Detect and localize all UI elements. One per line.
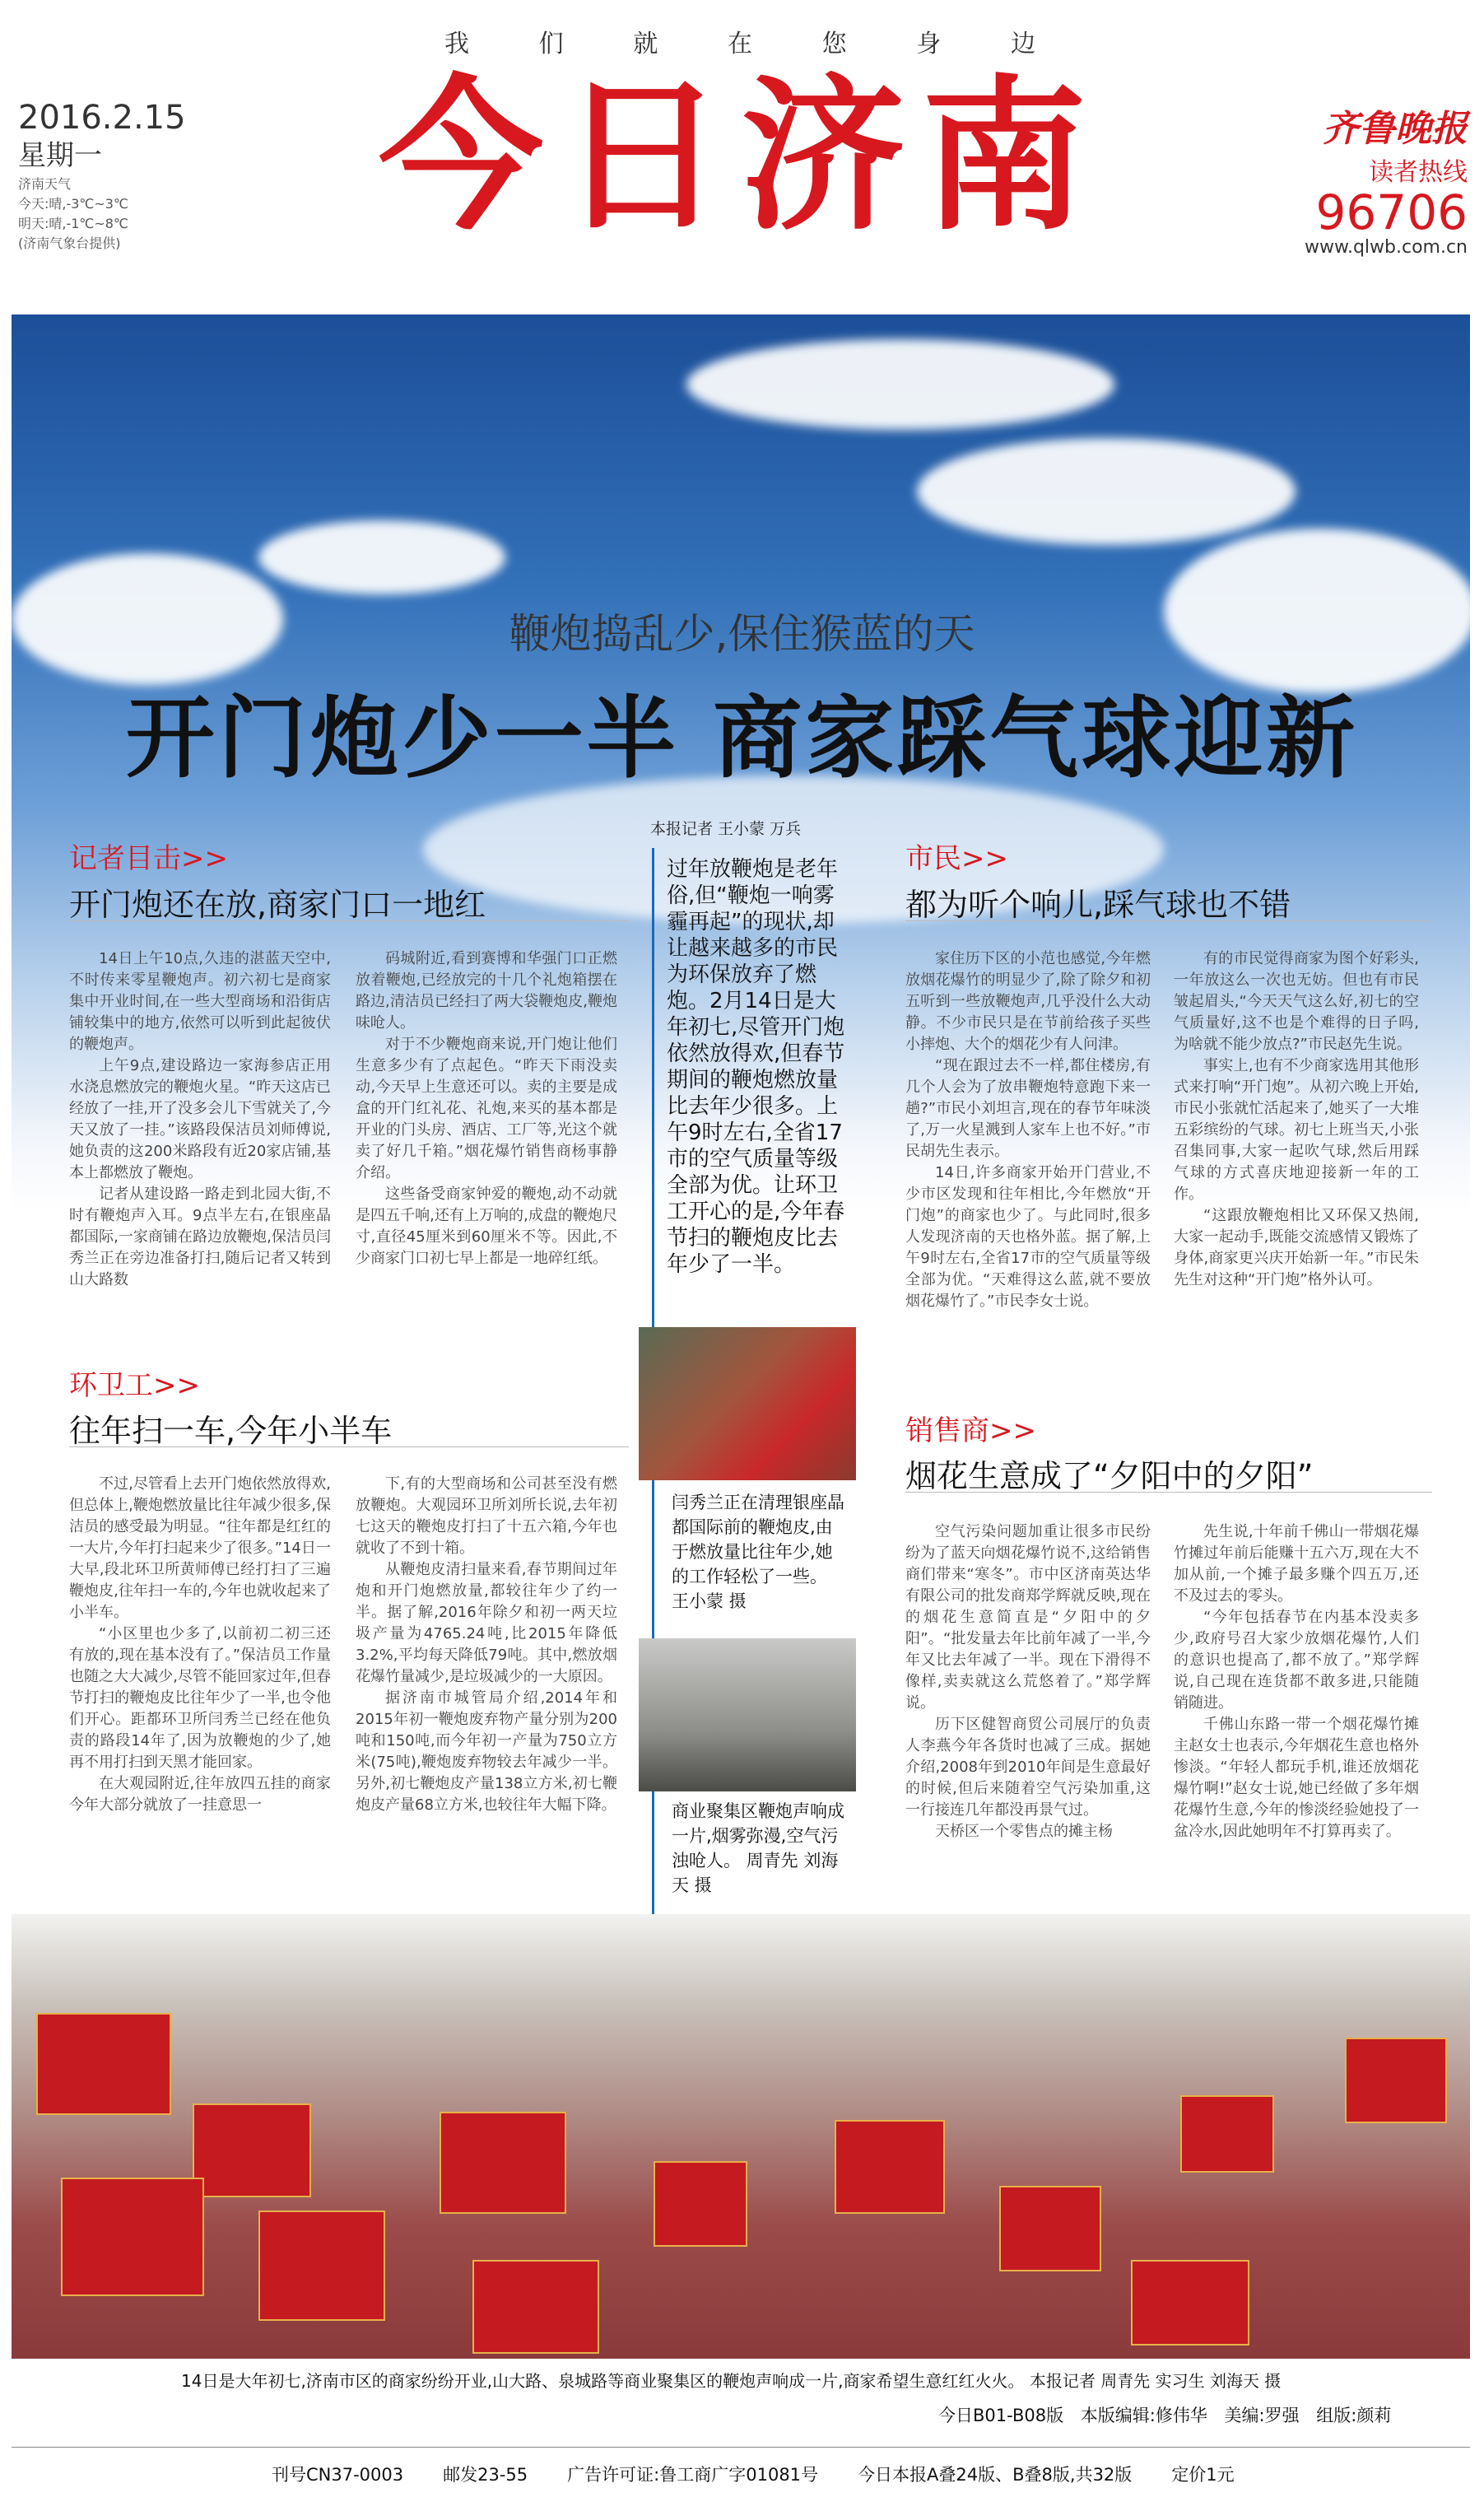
date-block <box>18 99 186 254</box>
firecracker-smoke-photo <box>639 1638 856 1791</box>
publication-field: 刊号CN37-0003 <box>272 2465 404 2485</box>
paragraph: 不过,尽管看上去开门炮依然放得欢,但总体上,鞭炮燃放量比往年减少很多,保洁员的感受最为明显。“往年都是红红的一大片,今年打扫起来少了很多。”14日一大早,段北环卫所黄师傅已经打扫了三遍鞭炮皮,往年扫一车的,今年也就收起来了小半车。 <box>69 1475 331 1621</box>
page-edit-info: 今日B01-B08版 本版编辑:修伟华 美编:罗强 组版:颜莉 <box>938 2406 1392 2425</box>
slogan-char: 您 <box>821 30 849 58</box>
publication-info <box>272 2462 1235 2486</box>
street-sweeper-photo <box>639 1327 856 1480</box>
paragraph: “今年包括春节在内基本没卖多少,政府号召大家少放烟花爆竹,人们的意识也提高了,都不放了。”郑学辉说,自己现在连货都不敢多进,只能随销随进。 <box>1174 1609 1419 1712</box>
lead-text: 过年放鞭炮是老年俗,但“鞭炮一响雾霾再起”的现状,却让越来越多的市民为环保放弃了燃炮。2月14日是大年初七,尽管开门炮依然放得欢,但春节期间的鞭炮燃放量比去年少很多。上午9时左右,全省17市的空气质量等级全部为优。让环卫工开心的是,今年春节扫的鞭炮皮比去年少了一半。 <box>667 857 845 1277</box>
section-label: 环卫工>> <box>69 1369 200 1402</box>
weekday: 星期一 <box>18 139 102 172</box>
slogan-char: 在 <box>727 30 754 58</box>
photo-caption: 闫秀兰正在清理银座晶都国际前的鞭炮皮,由于燃放量比往年少,她的工作轻松了一些。 王小蒙 摄 <box>672 1493 844 1611</box>
paragraph: 历下区健智商贸公司展厅的负责人李燕今年各货时也减了三成。据她介绍,2008年到2010年间是生意最好的时候,但后来随着空气污染加重,这一行接连几年都没再景气过。 <box>905 1716 1151 1819</box>
article-column <box>1174 948 1419 1291</box>
weather-source: (济南气象台提供) <box>18 235 121 251</box>
paragraph: 14日,许多商家开始开门营业,不少市区发现和往年相比,今年燃放“开门炮”的商家也少了。与此同时,很多人发现济南的天也格外蓝。据了解,上午9时左右,全省17市的空气质量等级全部为优。“天难得这么蓝,就不要放烟花爆竹了。”市民李女士说。 <box>905 1164 1151 1310</box>
section-label: 销售商>> <box>905 1414 1036 1447</box>
publication-field: 广告许可证:鲁工商广字01081号 <box>567 2465 819 2485</box>
brand-logo: 齐鲁晚报 <box>1323 108 1468 150</box>
brand-block <box>1305 99 1468 258</box>
paragraph: 这些备受商家钟爱的鞭炮,动不动就是四五千响,还有上万响的,成盘的鞭炮尺寸,直径45厘米到60厘米不等。因此,不少商家门口初七早上都是一地碎红纸。 <box>356 1186 617 1267</box>
slogan-char: 我 <box>444 30 471 58</box>
paragraph: “这跟放鞭炮相比又环保又热闹,大家一起动手,既能交流感情又锻炼了身体,商家更兴庆开始新一年。”市民朱先生对这种“开门炮”格外认可。 <box>1174 1207 1419 1288</box>
section-label: 记者目击>> <box>69 842 228 875</box>
hotline-label: 读者热线 <box>1369 158 1468 187</box>
website: www.qlwb.com.cn <box>1305 237 1468 258</box>
paragraph: “现在跟过去不一样,都住楼房,有几个人会为了放串鞭炮特意跑下来一趟?”市民小刘坦言,现在的春节年味淡了,万一火星溅到人家车上也不好。”市民胡先生表示。 <box>905 1057 1151 1160</box>
paragraph: 14日上午10点,久违的湛蓝天空中,不时传来零星鞭炮声。初六初七是商家集中开业时间,在一些大型商场和沿街店铺较集中的地方,依然可以听到此起彼伏的鞭炮声。 <box>69 950 331 1053</box>
article-column <box>905 1521 1151 1842</box>
weather-tomorrow: 明天:晴,-1℃~8℃ <box>18 216 128 231</box>
article-column <box>69 1474 331 1816</box>
section-subhead: 都为听个响儿,踩气球也不错 <box>905 887 1291 923</box>
slogan <box>444 23 1037 59</box>
publication-field: 今日本报A叠24版、B叠8版,共32版 <box>858 2465 1133 2485</box>
firecracker-boxes-photo <box>12 1914 1470 2359</box>
paragraph: 下,有的大型商场和公司甚至没有燃放鞭炮。大观园环卫所刘所长说,去年初七这天的鞭炮皮打扫了十五六箱,今年也就收了不到十箱。 <box>356 1475 617 1557</box>
paragraph: 先生说,十年前千佛山一带烟花爆竹摊过年前后能赚十五六万,现在大不加从前,一个摊子最多赚个四五万,还不及过去的零头。 <box>1174 1523 1419 1605</box>
paragraph: 千佛山东路一带一个烟花爆竹摊主赵女士也表示,今年烟花生意也格外惨淡。“年轻人都玩手机,谁还放烟花爆竹啊!”赵女士说,她已经做了多年烟花爆竹生意,今年的惨淡经验她投了一盆冷水,因此她明年不打算再卖了。 <box>1174 1716 1419 1840</box>
paragraph: 在大观园附近,往年放四五挂的商家今年大部分就放了一挂意思一 <box>69 1775 331 1814</box>
byline: 本报记者 王小蒙 万兵 <box>650 820 802 838</box>
article-column <box>356 948 617 1269</box>
kicker: 鞭炮捣乱少,保住猴蓝的天 <box>509 610 975 658</box>
section-subhead: 烟花生意成了“夕阳中的夕阳” <box>905 1458 1314 1494</box>
section-label: 市民>> <box>905 842 1008 875</box>
masthead: 今日济南 <box>378 59 1103 253</box>
publication-field: 邮发23-55 <box>443 2465 528 2485</box>
paragraph: 天桥区一个零售点的摊主杨 <box>935 1823 1113 1840</box>
paragraph: 家住历下区的小范也感觉,今年燃放烟花爆竹的明显少了,除了除夕和初五听到一些放鞭炮声,几乎没什么大动静。不少市民只是在节前给孩子买些小摔炮、大个的烟花少有人问津。 <box>905 950 1151 1053</box>
paragraph: 记者从建设路一路走到北园大街,不时有鞭炮声入耳。9点半左右,在银座晶都国际,一家商铺在路边放鞭炮,保洁员闫秀兰正在旁边准备打扫,随后记者又转到山大路数 <box>69 1186 331 1288</box>
article-column <box>69 948 331 1291</box>
paragraph: 有的市民觉得商家为图个好彩头,一年放这么一次也无妨。但也有市民皱起眉头,“今天天气这么好,初七的空气质量好,这不也是个难得的日子吗,为啥就不能少放点?”市民赵先生说。 <box>1174 950 1419 1053</box>
paragraph: “小区里也少多了,以前初二初三还有放的,现在基本没有了。”保洁员工作量也随之大大减少,尽管不能回家过年,但春节打扫的鞭炮皮比往年少了一半,也令他们开心。距都环卫所闫秀兰已经在他负责的路段14年了,因为放鞭炮的少了,她再不用打扫到天黑才能回家。 <box>69 1625 331 1771</box>
weather-title: 济南天气 <box>18 176 72 192</box>
weather-today: 今天:晴,-3℃~3℃ <box>18 196 128 212</box>
article-column <box>905 948 1151 1312</box>
publication-field: 定价1元 <box>1171 2465 1235 2485</box>
paragraph: 上午9点,建设路边一家海参店正用水浇息燃放完的鞭炮火星。“昨天这店已经放了一挂,开了没多会儿下雪就关了,今天又放了一挂。”该路段保洁员刘师傅说,她负责的这200米路段有近20家店铺,基本上都燃放了鞭炮。 <box>69 1057 331 1181</box>
paragraph: 对于不少鞭炮商来说,开门炮让他们生意多少有了点起色。“昨天下雨没卖动,今天早上生意还可以。卖的主要是成盒的开门红礼花、礼炮,来买的基本都是开业的门头房、酒店、工厂等,光这个就卖了好几千箱。”烟花爆竹销售商杨事静介绍。 <box>356 1036 617 1181</box>
paragraph: 码城附近,看到赛博和华强门口正燃放着鞭炮,已经放完的十几个礼炮箱摆在路边,清洁员已经扫了两大袋鞭炮皮,鞭炮味呛人。 <box>356 950 617 1032</box>
article-column <box>1174 1521 1419 1842</box>
slogan-char: 边 <box>1010 30 1037 58</box>
section-subhead: 往年扫一车,今年小半车 <box>69 1413 393 1449</box>
hotline-number: 96706 <box>1315 184 1468 240</box>
paragraph: 事实上,也有不少商家选用其他形式来打响“开门炮”。从初六晚上开始,市民小张就忙活起来了,她买了一大堆五彩缤纷的气球。初七上班当天,小张召集同事,大家一起吹气球,然后用踩气球的方式喜庆地迎接新一年的工作。 <box>1174 1057 1419 1203</box>
bottom-photo-caption: 14日是大年初七,济南市区的商家纷纷开业,山大路、泉城路等商业聚集区的鞭炮声响成一片,商家希望生意红红火火。 本报记者 周青先 实习生 刘海天 摄 <box>181 2371 1282 2391</box>
paragraph: 据济南市城管局介绍,2014年和2015年初一鞭炮废弃物产量分别为200吨和150吨,而今年初一产量为750立方米(75吨),鞭炮废弃物较去年减少一半。另外,初七鞭炮皮产量138立方米,初七鞭炮皮产量68立方米,也较往年大幅下降。 <box>356 1689 617 1814</box>
photo-caption: 商业聚集区鞭炮声响成一片,烟雾弥漫,空气污浊呛人。 周青先 刘海天 摄 <box>672 1801 844 1895</box>
paragraph: 空气污染问题加重让很多市民纷纷为了蓝天向烟花爆竹说不,这给销售商们带来“寒冬”。市中区济南英达华有限公司的批发商郑学辉就反映,现在的烟花生意简直是“夕阳中的夕阳”。“批发量去年比前年减了一半,今年又比去年减了一半。现在下滑得不像样,卖卖就这么荒悠着了。”郑学辉说。 <box>905 1523 1151 1712</box>
headline: 开门炮少一半 商家踩气球迎新 <box>125 687 1359 790</box>
slogan-char: 们 <box>538 30 565 58</box>
paragraph: 从鞭炮皮清扫量来看,春节期间过年炮和开门炮燃放量,都较往年少了约一半。据了解,2016年除夕和初一两天垃圾产量为4765.24吨,比2015年降低3.2%,平均每天降低79吨。其中,燃放烟花爆竹量减少,是垃圾减少的一大原因。 <box>356 1561 617 1685</box>
section-subhead: 开门炮还在放,商家门口一地红 <box>69 887 486 923</box>
slogan-char: 就 <box>633 30 660 58</box>
issue-date: 2016.2.15 <box>18 99 186 137</box>
article-column <box>356 1474 617 1816</box>
slogan-char: 身 <box>916 30 943 58</box>
